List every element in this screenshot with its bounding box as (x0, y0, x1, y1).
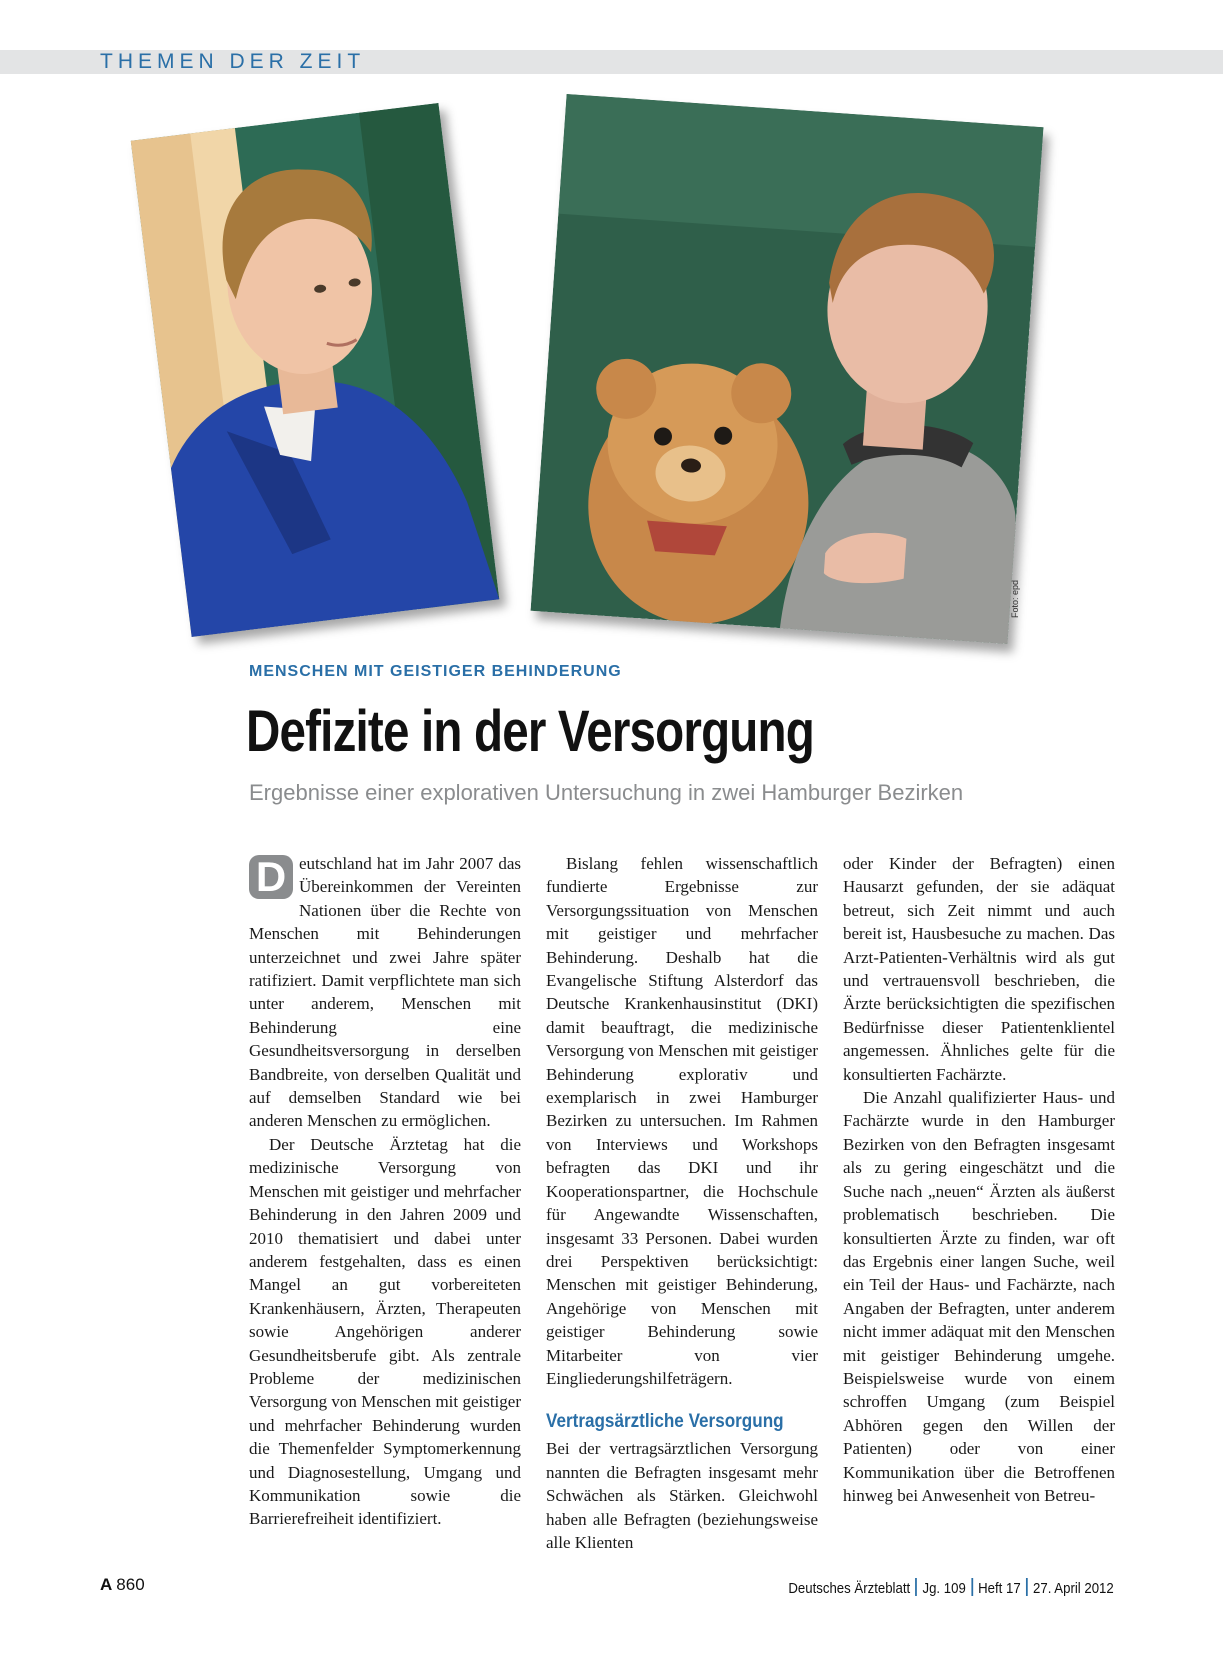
photo-patient-teddy (531, 94, 1044, 644)
paragraph: Bislang fehlen wissenschaftlich fundierte Ergebnisse zur Versorgungssituation von Menschen mit geistiger und mehrfacher Behinderung. Deshalb hat die Evangelische Stiftung Alsterdorf das Deutsche Krankenhausinstitut (DKI) damit beauftragt, die medizinische Versorgung von Menschen mit geistiger Behinderung explorativ und exemplarisch in zwei Hamburger Bezirken zu untersuchen. Im Rahmen von Interviews und Workshops befragten das DKI und ihr Kooperationspartner, die Hochschule für Angewandte Wissenschaften, insgesamt 33 Personen. Dabei wurden drei Perspektiven berücksichtigt: Menschen mit geistiger Behinderung, Angehörige von Menschen mit geistiger Behinderung sowie Mitarbeiter von vier Eingliederungshilfeträgern. (546, 854, 818, 1388)
paragraph: Der Deutsche Ärztetag hat die medizinische Versorgung von Menschen mit geistiger und mehrfacher Behinderung in den Jahren 2009 und 2010 thematisiert und dabei unter anderem festgehalten, dass es einen Mangel an gut vorbereiteten Krankenhäusern, Ärzten, Therapeuten sowie Angehörigen anderer Gesundheitsberufe gibt. Als zentrale Probleme der medizinischen Versorgung von Menschen mit geistiger und mehrfacher Behinderung wurden die Themenfelder Symptomerkennung und Diagnosestellung, Umgang und Kommunikation sowie die Barrierefreiheit identifiziert. (249, 1134, 521, 1529)
paragraph: Die Anzahl qualifizierter Haus- und Fachärzte wurde in den Hamburger Bezirken von den Befragten insgesamt als zu gering eingeschätzt und die Suche nach „neuen“ Ärzten als äußerst problematisch beschrieben. Die konsultierten Ärzte zu finden, war oft das Ergebnis einer langen Suche, weil ein Teil der Haus- und Fachärzte, nach Angaben der Befragten, unter anderem nicht immer adäquat mit den Menschen mit geistiger Behinderung umgehe. Beispielsweise wurde von einem schroffen Umgang (zum Beispiel Abhören gegen den Willen der Patienten) oder von einer Kommunikation über die Betroffenen hinweg bei Anwesenheit von Betreu- (843, 1088, 1115, 1505)
article-subheadline: Ergebnisse einer explorativen Untersuchung in zwei Hamburger Bezirken (249, 780, 964, 805)
dropcap: D (249, 855, 293, 899)
journal-issue: Heft 17 (978, 1580, 1021, 1597)
article-kicker: MENSCHEN MIT GEISTIGER BEHINDERUNG (249, 663, 622, 680)
page-letter: A (100, 1575, 113, 1594)
section-heading: Vertragsärztliche Versorgung (546, 1411, 784, 1433)
page-number (100, 1575, 145, 1595)
section-label: THEMEN DER ZEIT (100, 50, 366, 73)
article-headline: Defizite in der Versorgung (246, 699, 815, 764)
separator (916, 1578, 918, 1596)
paragraph: Bei der vertragsärztlichen Versorgung nannten die Befragten insgesamt mehr Schwächen als Stärken. Gleichwohl haben alle Befragten (beziehungsweise alle Klienten (546, 1439, 818, 1552)
article-column-2 (546, 852, 818, 1554)
paragraph (249, 852, 521, 1133)
journal-info (789, 1578, 1114, 1597)
paragraph-text: eutschland hat im Jahr 2007 das Übereinkommen der Vereinten Nationen über die Rechte von Menschen mit Behinderungen unterzeichnet und zwei Jahre später ratifiziert. Damit verpflichtete man sich unter anderem, Menschen mit Behinderung eine Gesundheitsversorgung in derselben Bandbreite, von derselben Qualität und auf demselben Standard wie bei anderen Menschen zu ermöglichen. (249, 854, 521, 1131)
photo-caregiver (131, 103, 500, 637)
journal-volume: Jg. 109 (922, 1580, 967, 1597)
article-column-3 (843, 852, 1115, 1507)
photo-credit: Foto: epd (1010, 579, 1020, 618)
article-column-1 (249, 852, 521, 1531)
separator (971, 1578, 973, 1596)
paragraph: oder Kinder der Befragten) einen Hausarzt gefunden, der sie adäquat betreut, sich Zeit nimmt und auch bereit ist, Hausbesuche zu machen. Das Arzt-Patienten-Verhältnis wird als gut und vertrauensvoll beschrieben, die Ärzte berücksichtigten die spezifischen Bedürfnisse dieser Patientenklientel angemessen. Ähnliches gelte für die konsultierten Fachärzte. (843, 854, 1115, 1084)
journal-name: Deutsches Ärzteblatt (788, 1580, 911, 1597)
page-number-value: 860 (116, 1575, 145, 1594)
separator (1026, 1578, 1028, 1596)
journal-date: 27. April 2012 (1033, 1580, 1114, 1597)
